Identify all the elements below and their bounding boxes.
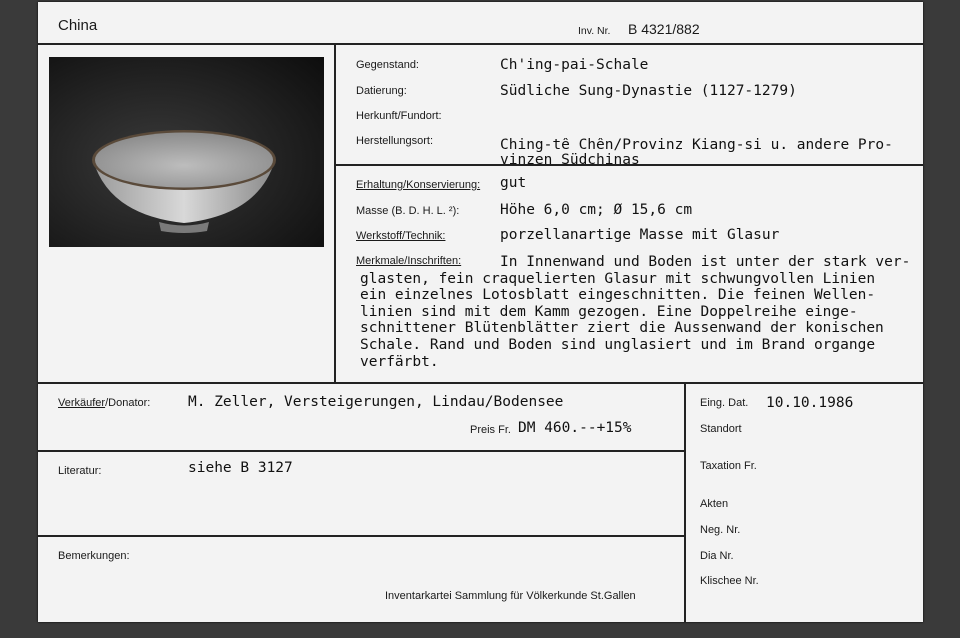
masse-value: Höhe 6,0 cm; Ø 15,6 cm: [500, 202, 693, 218]
bowl-image: [49, 57, 324, 247]
gegenstand-value: Ch'ing-pai-Schale: [500, 57, 649, 73]
literatur-value: siehe B 3127: [188, 460, 293, 476]
herstellungsort-label: Herstellungsort:: [356, 135, 434, 147]
erhaltung-label: Erhaltung/Konservierung:: [356, 179, 481, 191]
bemerkungen-label: Bemerkungen:: [58, 550, 130, 562]
werkstoff-label: Werkstoff/Technik:: [356, 230, 446, 242]
verkaeufer-label: [58, 397, 150, 409]
lower-rule-2: [38, 535, 684, 537]
merkmale-label: Merkmale/Inschriften:: [356, 255, 462, 267]
erhaltung-value: gut: [500, 175, 527, 191]
lower-rule-1: [38, 450, 684, 452]
bowl-photo: [49, 57, 324, 247]
dia-nr-label: Dia Nr.: [700, 550, 734, 562]
inventory-card: [38, 2, 923, 622]
werkstoff-value: porzellanartige Masse mit Glasur: [500, 227, 780, 243]
herkunft-label: Herkunft/Fundort:: [356, 110, 442, 122]
klischee-nr-label: Klischee Nr.: [700, 575, 759, 587]
side-divider: [684, 382, 686, 622]
verkaeufer-value: M. Zeller, Versteigerungen, Lindau/Bodensee: [188, 394, 564, 410]
gegenstand-label: Gegenstand:: [356, 59, 419, 71]
taxation-label: Taxation Fr.: [700, 460, 757, 472]
header-rule: [38, 43, 923, 45]
standort-label: Standort: [700, 423, 742, 435]
preis-label: Preis Fr.: [470, 424, 511, 436]
akten-label: Akten: [700, 498, 729, 510]
region-label: China: [58, 17, 98, 34]
merkmale-value: In Innenwand und Boden ist unter der stark ver- glasten, fein craquelierten Glasur mit schwungvollen Linien ein einzelnes Lotosblatt eingeschnitten. Die feinen Wellen- linien sind mit dem Kamm gezogen. Eine Doppelreihe einge- schnittener Blütenblätter ziert die Aussenwand der konischen Schale. Rand und Boden sind unglasiert und im Brand organge verfärbt.: [360, 254, 911, 370]
neg-nr-label: Neg. Nr.: [700, 524, 741, 536]
datierung-label: Datierung:: [356, 85, 407, 97]
eing-dat-label: Eing. Dat.: [700, 397, 749, 409]
eing-dat-value: 10.10.1986: [766, 395, 854, 411]
literatur-label: Literatur:: [58, 465, 102, 477]
verkaeufer-label-b: /Donator:: [105, 397, 151, 409]
herstellungsort-value: Ching-tê Chên/Provinz Kiang-si u. andere Pro- vinzen Südchinas: [500, 138, 893, 166]
preis-value: DM 460.--+15%: [518, 420, 632, 436]
footer-text: Inventarkartei Sammlung für Völkerkunde St.Gallen: [385, 590, 636, 602]
photo-divider: [334, 43, 336, 383]
upper-lower-rule: [38, 382, 923, 384]
inv-nr-value: B 4321/882: [628, 21, 700, 37]
verkaeufer-label-a: Verkäufer: [58, 397, 106, 409]
inv-nr-label: Inv. Nr.: [578, 25, 611, 37]
masse-label: Masse (B. D. H. L. ²):: [356, 205, 460, 217]
datierung-value: Südliche Sung-Dynastie (1127-1279): [500, 83, 797, 99]
